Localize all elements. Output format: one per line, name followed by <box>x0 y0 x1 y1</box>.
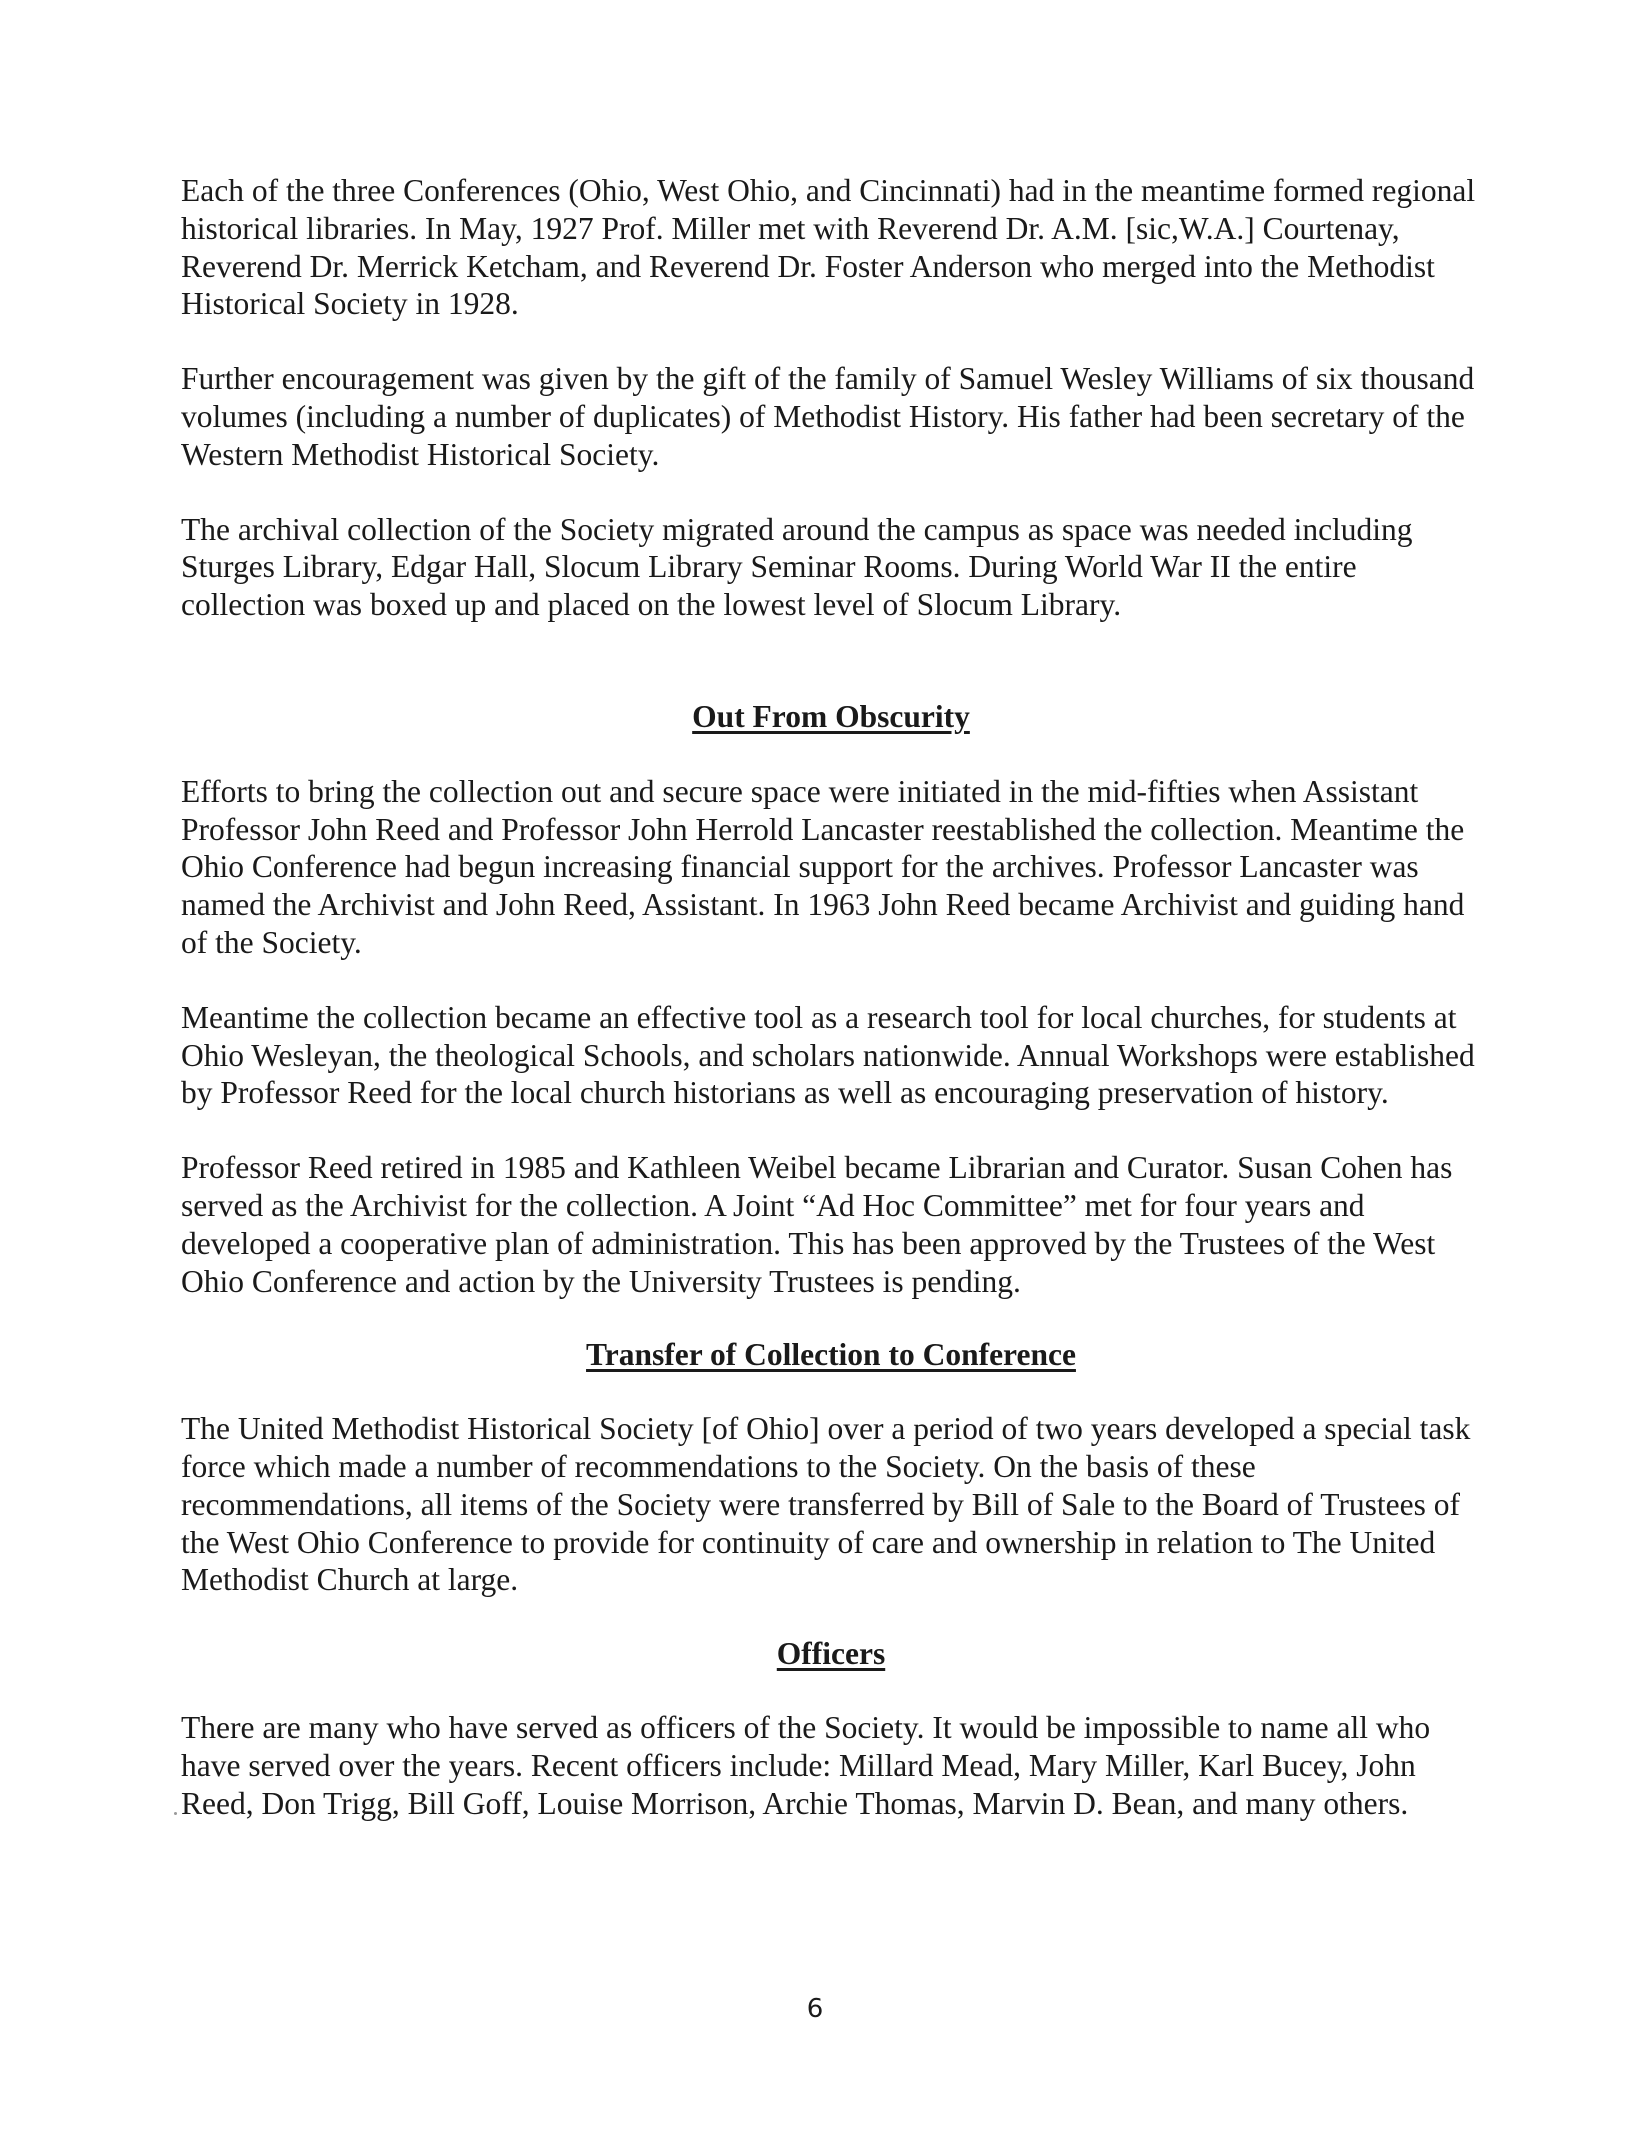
heading-transfer-of-collection: Transfer of Collection to Conference <box>586 1337 1076 1373</box>
paragraph-archival-collection: The archival collection of the Society migrated around the campus as space was needed including Sturges Library, Edgar Hall, Slocum Library Seminar Rooms. During World War II the entire collection was boxed up and placed on the lowest level of Slocum Library. <box>181 511 1413 623</box>
paragraph-conferences: Each of the three Conferences (Ohio, West Ohio, and Cincinnati) had in the meantime formed regional historical libraries. In May, 1927 Prof. Miller met with Reverend Dr. A.M. [sic,W.A.] Courtenay, Reverend Dr. Merrick Ketcham, and Reverend Dr. Foster Anderson who merged into the Methodist Historical Society in 1928. <box>181 173 1476 322</box>
paragraph-research-tool: Meantime the collection became an effective tool as a research tool for local churches, for students at Ohio Wesleyan, the theological Schools, and scholars nationwide. Annual Workshops were established by Professor Reed for the local church historians as well as encouraging preservation of history. <box>181 999 1475 1111</box>
page-body <box>181 172 1481 1822</box>
paragraph-officers: There are many who have served as officers of the Society. It would be impossible to name all who have served over the years. Recent officers include: Millard Mead, Mary Miller, Karl Bucey, John Reed, Don Trigg, Bill Goff, Louise Morrison, Archie Thomas, Marvin D. Bean, and many others. <box>181 1709 1431 1821</box>
heading-out-from-obscurity: Out From Obscurity <box>692 698 970 734</box>
paragraph-reed-retired: Professor Reed retired in 1985 and Kathleen Weibel became Librarian and Curator. Susan Cohen has served as the Archivist for the collection. A Joint “Ad Hoc Committee” met for four years and developed a cooperative plan of administration. This has been approved by the Trustees of the West Ohio Conference and action by the University Trustees is pending. <box>181 1150 1453 1299</box>
scan-speck <box>174 1812 177 1815</box>
paragraph-transfer: The United Methodist Historical Society [of Ohio] over a period of two years developed a special task force which made a number of recommendations to the Society. On the basis of these recommendations, all items of the Society were transferred by Bill of Sale to the Board of Trustees of the West Ohio Conference to provide for continuity of care and ownership in relation to The United Methodist Church at large. <box>181 1411 1471 1598</box>
page-number: 6 <box>806 1994 824 2024</box>
heading-officers: Officers <box>776 1636 886 1672</box>
paragraph-williams-gift: Further encouragement was given by the gift of the family of Samuel Wesley Williams of six thousand volumes (including a number of duplicates) of Methodist History. His father had been secretary of the Western Methodist Historical Society. <box>181 361 1475 472</box>
paragraph-efforts: Efforts to bring the collection out and secure space were initiated in the mid-fifties when Assistant Professor John Reed and Professor John Herrold Lancaster reestablished the collection. Meantime the Ohio Conference had begun increasing financial support for the archives. Professor Lancaster was named the Archivist and John Reed, Assistant. In 1963 John Reed became Archivist and guiding hand of the Society. <box>181 773 1465 960</box>
